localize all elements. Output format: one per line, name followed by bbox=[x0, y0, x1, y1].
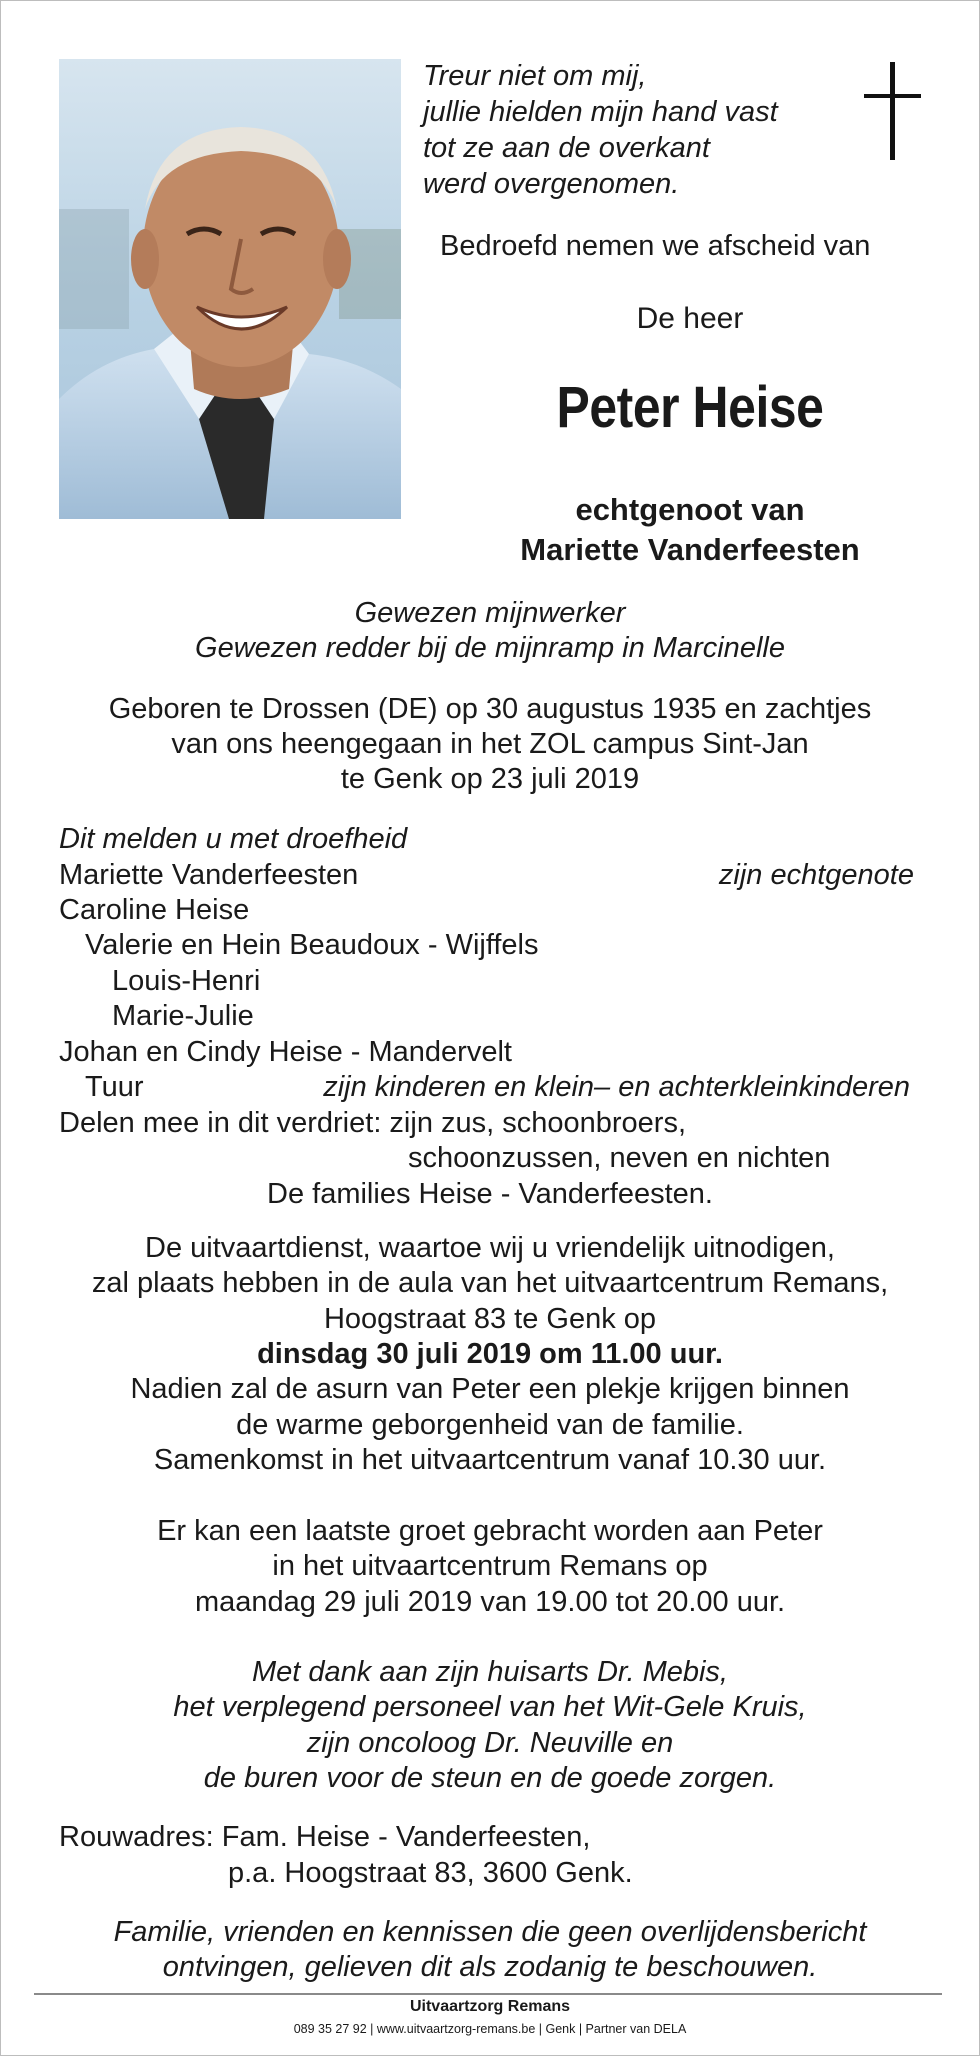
grandchild-name: Tuur bbox=[85, 1071, 144, 1103]
mourners-intro: Dit melden u met droefheid bbox=[59, 823, 408, 855]
farewell-line: Er kan een laatste groet gebracht worden aan Peter bbox=[157, 1515, 823, 1547]
service-after-line: Samenkomst in het uitvaartcentrum vanaf 10.30 uur. bbox=[153, 1444, 827, 1476]
notice-line: Familie, vrienden en kennissen die geen overlijdensbericht bbox=[113, 1916, 867, 1948]
children-role: zijn kinderen en klein– en achterkleinkinderen bbox=[323, 1071, 910, 1103]
birth-line: Geboren te Drossen (DE) op 30 augustus 1935 en zachtjes bbox=[108, 693, 872, 725]
birth-line: van ons heengegaan in het ZOL campus Sint-Jan bbox=[171, 728, 809, 760]
occupation-line: Gewezen redder bij de mijnramp in Marcinelle bbox=[195, 632, 785, 664]
birth-line: te Genk op 23 juli 2019 bbox=[340, 763, 640, 795]
footer-divider bbox=[34, 1993, 942, 1995]
poem-line: werd overgenomen. bbox=[423, 168, 680, 200]
intro-text: Bedroefd nemen we afscheid van bbox=[440, 230, 871, 262]
grandchild-name: Marie-Julie bbox=[112, 1000, 254, 1032]
thanks-line: de buren voor de steun en de goede zorgen. bbox=[203, 1762, 777, 1794]
spouse-name: Mariette Vanderfeesten bbox=[520, 532, 860, 567]
grandchild-name: Louis-Henri bbox=[112, 965, 261, 997]
deceased-name: Peter Heise bbox=[556, 375, 824, 440]
thanks-line: Met dank aan zijn huisarts Dr. Mebis, bbox=[251, 1656, 728, 1688]
child-name: Caroline Heise bbox=[59, 894, 250, 926]
child-name: Valerie en Hein Beaudoux - Wijffels bbox=[85, 929, 539, 961]
thanks-line: zijn oncoloog Dr. Neuville en bbox=[306, 1727, 674, 1759]
footer-title: Uitvaartzorg Remans bbox=[409, 1998, 571, 2015]
footer-info: 089 35 27 92 | www.uitvaartzorg-remans.be | Genk | Partner van DELA bbox=[293, 2022, 687, 2036]
service-after-line: de warme geborgenheid van de familie. bbox=[236, 1409, 744, 1441]
portrait-illustration bbox=[59, 59, 401, 519]
service-line: Hoogstraat 83 te Genk op bbox=[323, 1303, 657, 1335]
share-line: schoonzussen, neven en nichten bbox=[408, 1142, 831, 1174]
service-line: De uitvaartdienst, waartoe wij u vriendelijk uitnodigen, bbox=[145, 1232, 835, 1264]
honorific: De heer bbox=[636, 302, 744, 335]
spouse-mourner: Mariette Vanderfeesten bbox=[59, 859, 359, 891]
notice-line: ontvingen, gelieven dit als zodanig te beschouwen. bbox=[162, 1951, 818, 1983]
spouse-line: echtgenoot van bbox=[575, 492, 805, 527]
thanks-line: het verplegend personeel van het Wit-Gele Kruis, bbox=[173, 1691, 807, 1723]
poem-line: Treur niet om mij, bbox=[423, 60, 647, 92]
occupation-line: Gewezen mijnwerker bbox=[354, 597, 626, 629]
child-name: Johan en Cindy Heise - Mandervelt bbox=[59, 1036, 512, 1068]
spouse-block bbox=[420, 490, 960, 570]
farewell-line: maandag 29 juli 2019 van 19.00 tot 20.00 uur. bbox=[194, 1586, 786, 1618]
address-line: Rouwadres: Fam. Heise - Vanderfeesten, bbox=[59, 1821, 591, 1853]
share-line: Delen mee in dit verdriet: zijn zus, schoonbroers, bbox=[59, 1107, 687, 1139]
spouse-role: zijn echtgenote bbox=[718, 859, 914, 891]
service-date: dinsdag 30 juli 2019 om 11.00 uur. bbox=[257, 1338, 723, 1370]
address-line: p.a. Hoogstraat 83, 3600 Genk. bbox=[228, 1857, 633, 1889]
poem-line: tot ze aan de overkant bbox=[423, 132, 710, 164]
families-line: De families Heise - Vanderfeesten. bbox=[267, 1178, 713, 1210]
service-after-line: Nadien zal de asurn van Peter een plekje krijgen binnen bbox=[130, 1373, 850, 1405]
farewell-line: in het uitvaartcentrum Remans op bbox=[272, 1550, 708, 1582]
poem bbox=[423, 58, 778, 202]
service-line: zal plaats hebben in de aula van het uitvaartcentrum Remans, bbox=[91, 1267, 889, 1299]
poem-line: jullie hielden mijn hand vast bbox=[423, 96, 778, 128]
portrait-photo bbox=[59, 59, 401, 519]
